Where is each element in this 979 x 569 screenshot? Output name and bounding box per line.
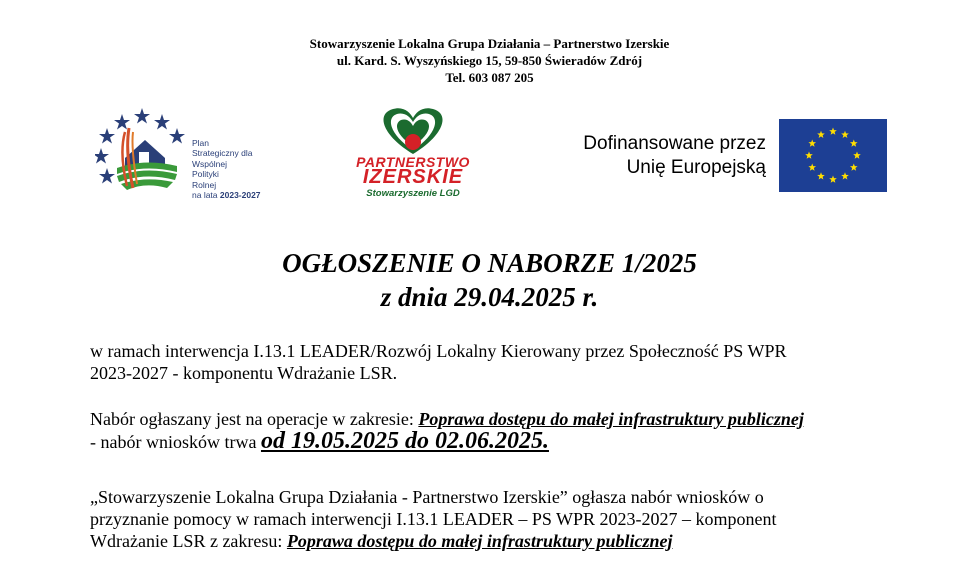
paragraph-intervention (90, 340, 890, 384)
plan-years-line (192, 190, 261, 200)
izerskie-label: IZERSKIE (362, 166, 464, 188)
plan-years: 2023-2027 (219, 190, 261, 201)
plan-text-line: Plan (192, 138, 210, 148)
eu-cofunding-text (556, 132, 766, 180)
scope-emphasis: Poprawa dostępu do małej infrastruktury publicznej (286, 531, 673, 551)
paragraph-scope (90, 408, 890, 453)
logos-row (0, 100, 979, 200)
announcement-title: OGŁOSZENIE O NABORZE 1/2025 (282, 248, 697, 278)
stowarzyszenie-lgd-label: Stowarzyszenie LGD (366, 188, 460, 199)
organization-address: ul. Kard. S. Wyszyńskiego 15, 59-850 Świeradów Zdrój (336, 53, 643, 68)
paragraph-line (90, 530, 890, 552)
period-prefix: - nabór wniosków trwa (90, 432, 261, 452)
partnerstwo-label: PARTNERSTWO (356, 154, 470, 170)
plan-years-prefix: na lata (192, 190, 220, 201)
plan-text-line: Rolnej (192, 179, 217, 190)
plan-emblem-icon (95, 108, 190, 192)
paragraph-call (90, 486, 890, 552)
scope-prefix: Wdrażanie LSR z zakresu: (90, 531, 287, 551)
scope-emphasis: Poprawa dostępu do małej infrastruktury publicznej (418, 409, 804, 429)
paragraph-line: przyznanie pomocy w ramach interwencji I.13.1 LEADER – PS WPR 2023-2027 – komponent (90, 509, 777, 529)
plan-strategiczny-logo (95, 108, 275, 201)
paragraph-line: w ramach interwencja I.13.1 LEADER/Rozwój Lokalny Kierowany przez Społeczność PS WPR (90, 341, 787, 361)
eu-flag-svg (779, 119, 887, 192)
plan-text-line: Polityki (192, 169, 219, 180)
organization-name: Stowarzyszenie Lokalna Grupa Działania – Partnerstwo Izerskie (309, 36, 670, 51)
plan-text (192, 138, 261, 200)
announcement-date: z dnia 29.04.2025 r. (380, 282, 599, 312)
period-line (90, 430, 890, 453)
heart-emblem-icon (343, 104, 483, 156)
eu-text-line2: Unię Europejską (626, 157, 766, 178)
plan-text-line: Wspólnej (192, 158, 227, 169)
application-period: od 19.05.2025 do 02.06.2025. (260, 428, 549, 454)
eu-text-line1: Dofinansowane przez (583, 133, 766, 154)
paragraph-line: „Stowarzyszenie Lokalna Grupa Działania - Partnerstwo Izerskie” ogłasza nabór wniosków o (90, 487, 764, 507)
organization-phone: Tel. 603 087 205 (445, 70, 534, 85)
eu-flag-icon (779, 119, 887, 192)
paragraph-line: 2023-2027 - komponentu Wdrażanie LSR. (90, 363, 398, 383)
plan-text-line: Strategiczny dla (192, 148, 253, 159)
scope-line (90, 408, 890, 430)
partnerstwo-izerskie-logo (343, 104, 483, 200)
scope-prefix: Nabór ogłaszany jest na operacje w zakresie: (90, 409, 419, 429)
